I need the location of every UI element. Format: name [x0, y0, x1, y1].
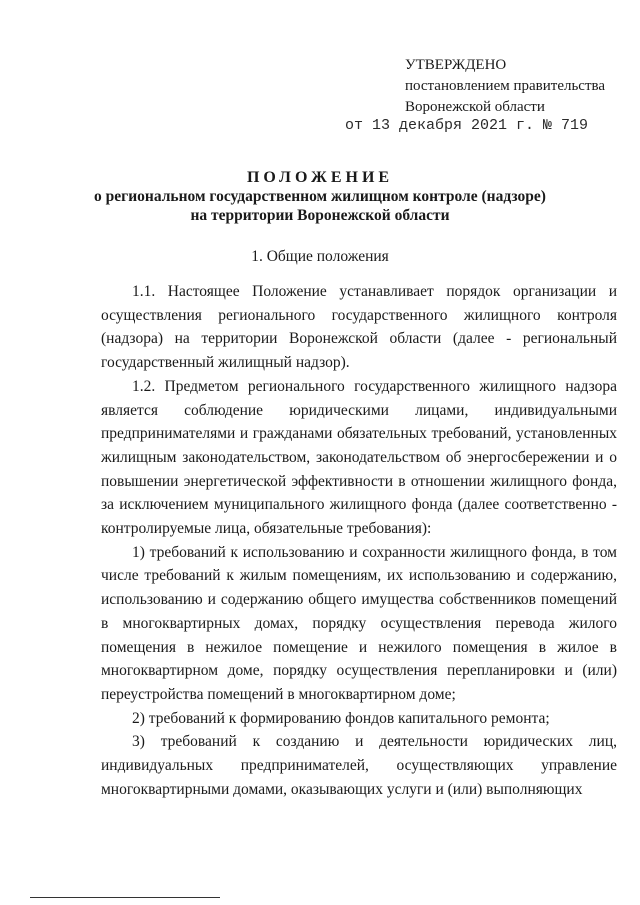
paragraph: 1) требований к использованию и сохранности жилищного фонда, в том числе требований к жилым помещениям, их использованию и содержанию, использованию и содержанию общего имущества собственников помещений в многоквартирных домах, порядку осуществления перевода жилого помещения в нежилое помещение и нежилого помещения в жилое в многоквартирном доме, порядку осуществления перепланировки и (или) переустройства помещений в многоквартирном доме;	[101, 543, 617, 703]
document-title	[0, 168, 640, 225]
paragraph: 1.2. Предметом регионального государственного жилищного надзора является соблюдение юридическими лицами, индивидуальными предпринимателями и гражданами обязательных требований, установленных жилищным законодательством, законодательством об энергосбережении и о повышении энергетической эффективности в отношении жилищного фонда, за исключением муниципального жилищного фонда (далее соответственно - контролируемые лица, обязательные требования):	[101, 377, 617, 538]
approval-block	[405, 55, 605, 118]
document-title-territory: на территории Воронежской области	[190, 207, 450, 224]
footer-divider	[30, 897, 220, 898]
paragraph: 2) требований к формированию фондов капитального ремонта;	[132, 709, 550, 727]
section-heading: 1. Общие положения	[251, 248, 389, 265]
approval-label: УТВЕРЖДЕНО	[405, 57, 507, 73]
document-title-main: ПОЛОЖЕНИЕ	[246, 169, 394, 186]
approval-date: от 13 декабря 2021 г. № 719	[345, 117, 589, 134]
paragraph: 3) требований к созданию и деятельности юридических лиц, индивидуальных предпринимателей, осуществляющих управление многоквартирными домами, оказывающих услуги и (или) выполняющих	[101, 733, 617, 798]
approval-issuer-line: постановлением правительства	[405, 78, 606, 94]
approval-region-line: Воронежской области	[405, 99, 545, 115]
document-title-subject: о региональном государственном жилищном контроле (надзоре)	[94, 188, 546, 205]
paragraph: 1.1. Настоящее Положение устанавливает порядок организации и осуществления регионального государственного жилищного контроля (надзора) на территории Воронежской области (далее - региональный государственный жилищный надзор).	[101, 283, 617, 372]
document-body	[101, 280, 617, 801]
